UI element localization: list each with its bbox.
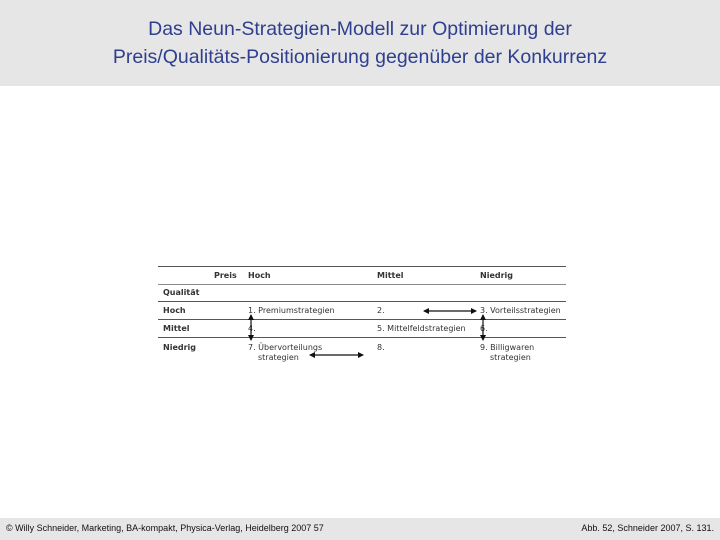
cell-premiumstrategien: 1. Premiumstrategien bbox=[248, 306, 335, 315]
cell-strategy-2: 2. bbox=[377, 306, 385, 315]
cell-vorteilsstrategien: 3. Vorteilsstrategien bbox=[480, 306, 561, 315]
row-label-mittel: Mittel bbox=[163, 324, 190, 333]
column-header-hoch: Hoch bbox=[248, 271, 271, 280]
footer-copyright: © Willy Schneider, Marketing, BA-kompakt, Physica-Verlag, Heidelberg 2007 57 bbox=[6, 523, 324, 533]
cell-billigwarenstrategien: 9. Billigwaren bbox=[480, 343, 535, 352]
column-header-mittel: Mittel bbox=[377, 271, 404, 280]
column-header-niedrig: Niedrig bbox=[480, 271, 514, 280]
page-title-line-2: Preis/Qualitäts-Positionierung gegenüber der Konkurrenz bbox=[112, 46, 608, 68]
cell-strategy-8: 8. bbox=[377, 343, 385, 352]
cell-uebervorteilungsstrategien-line2: strategien bbox=[258, 353, 299, 362]
cell-mittelfeldstrategien: 5. Mittelfeldstrategien bbox=[377, 324, 466, 333]
price-label: Preis bbox=[214, 271, 237, 280]
quality-label: Qualität bbox=[163, 288, 200, 297]
strategy-matrix bbox=[158, 266, 566, 370]
page-title-line-1: Das Neun-Strategien-Modell zur Optimierung der bbox=[148, 18, 572, 40]
footer-bar bbox=[0, 518, 720, 540]
cell-billigwarenstrategien-line2: strategien bbox=[490, 353, 531, 362]
row-label-hoch: Hoch bbox=[163, 306, 186, 315]
footer-source: Abb. 52, Schneider 2007, S. 131. bbox=[581, 523, 714, 533]
cell-uebervorteilungsstrategien: 7. Übervorteilungs bbox=[248, 343, 323, 352]
cell-strategy-6: 6. bbox=[480, 324, 488, 333]
title-bar bbox=[0, 0, 720, 86]
row-label-niedrig: Niedrig bbox=[163, 343, 197, 352]
arrows-overlay bbox=[158, 266, 566, 370]
cell-strategy-4: 4. bbox=[248, 324, 256, 333]
